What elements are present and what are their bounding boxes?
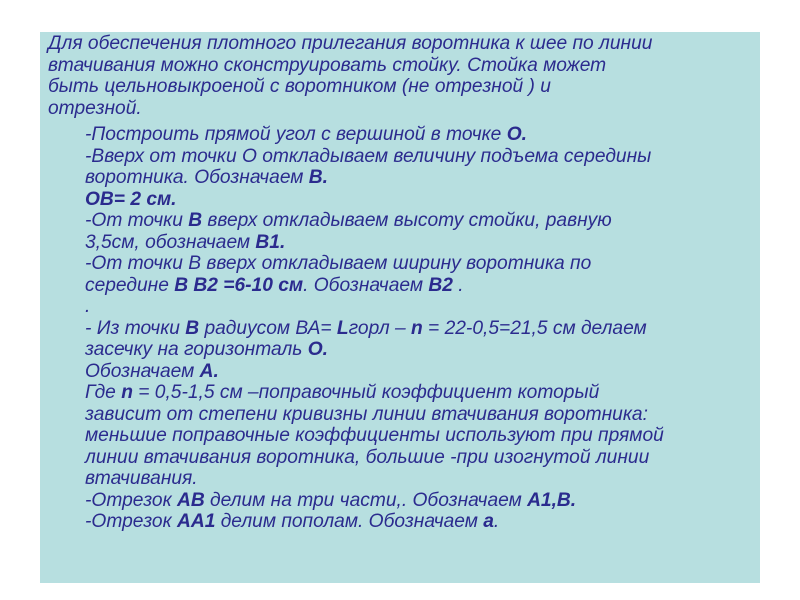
point-label: В2 bbox=[428, 274, 453, 296]
coefficient-note-line: зависит от степени кривизны линии втачивания воротника: bbox=[85, 403, 648, 425]
point-label: В bbox=[185, 317, 200, 339]
step-text: . bbox=[493, 511, 500, 532]
coefficient-note-line: втачивания. bbox=[85, 468, 198, 489]
point-label: В1. bbox=[255, 231, 286, 253]
dot-line: . bbox=[85, 296, 91, 317]
step-stand-height bbox=[85, 210, 756, 232]
step-raise-text: -Вверх от точки О откладываем величину подъема середины bbox=[85, 145, 652, 167]
step-text: . Обозначаем bbox=[303, 274, 429, 296]
symbol-n: n bbox=[410, 317, 423, 339]
construction-steps bbox=[85, 124, 756, 533]
intro-line: Для обеспечения плотного прилегания воротника к шее по линии bbox=[48, 33, 653, 54]
step-text: горл – bbox=[348, 317, 411, 339]
segment-label: АВ bbox=[176, 489, 205, 511]
coefficient-note bbox=[85, 382, 756, 404]
step-text: вверх откладываем высоту стойки, равную bbox=[202, 210, 612, 231]
point-label: А. bbox=[199, 360, 219, 382]
segment-label: АА1 bbox=[176, 511, 216, 532]
step-divide-ab bbox=[85, 490, 756, 512]
point-label: О. bbox=[307, 339, 328, 360]
intro-paragraph bbox=[48, 33, 756, 119]
step-collar-width bbox=[85, 275, 756, 297]
step-text: -Отрезок bbox=[85, 511, 177, 532]
step-text: делим на три части,. Обозначаем bbox=[204, 489, 528, 511]
coefficient-note-line: линии втачивания воротника, большие -при изогнутой линии bbox=[85, 446, 650, 468]
symbol-n: n bbox=[121, 382, 133, 403]
step-text: = 22-0,5=21,5 см делаем bbox=[422, 317, 647, 339]
point-label: А1,В. bbox=[527, 489, 577, 511]
point-label: а bbox=[483, 511, 494, 532]
step-text: делим пополам. Обозначаем bbox=[215, 511, 484, 532]
step-ob-equation: ОВ= 2 см. bbox=[85, 188, 177, 210]
slide-text bbox=[48, 33, 756, 533]
intro-line: отрезной. bbox=[48, 97, 142, 119]
step-text: радиусом ВА= bbox=[199, 317, 337, 339]
step-text: -Построить прямой угол с вершиной в точке bbox=[85, 124, 507, 145]
step-text: Обозначаем bbox=[85, 360, 200, 382]
step-text: = 0,5-1,5 см –поправочный коэффициент который bbox=[132, 382, 600, 403]
step-text: Где bbox=[85, 382, 122, 403]
symbol-l: L bbox=[336, 317, 349, 339]
equation: В В2 =6-10 см bbox=[174, 274, 304, 296]
step-text: 3,5см, обозначаем bbox=[85, 231, 256, 253]
step-text: засечку на горизонталь bbox=[85, 339, 308, 360]
slide-panel bbox=[40, 32, 760, 583]
step-radius-label bbox=[85, 361, 756, 383]
step-collar-width-text: -От точки В вверх откладываем ширину воротника по bbox=[85, 253, 592, 274]
intro-line: втачивания можно сконструировать стойку. Стойка может bbox=[48, 54, 607, 76]
step-divide-aa1 bbox=[85, 511, 756, 533]
point-label: О. bbox=[506, 124, 527, 145]
step-radius-cont bbox=[85, 339, 756, 361]
step-raise bbox=[85, 167, 756, 189]
step-text: середине bbox=[85, 274, 175, 296]
step-text: - Из точки bbox=[85, 317, 186, 339]
point-label: В. bbox=[308, 167, 328, 188]
step-text: -Отрезок bbox=[85, 489, 177, 511]
step-right-angle bbox=[85, 124, 756, 146]
step-text: . bbox=[452, 274, 464, 296]
step-text: воротника. Обозначаем bbox=[85, 167, 309, 188]
intro-line: быть цельновыкроеной с воротником (не отрезной ) и bbox=[48, 76, 551, 97]
point-label: В bbox=[188, 210, 203, 231]
step-stand-height-cont bbox=[85, 232, 756, 254]
coefficient-note-line: меньшие поправочные коэффициенты используют при прямой bbox=[85, 425, 664, 446]
step-text: -От точки bbox=[85, 210, 189, 231]
step-radius bbox=[85, 318, 756, 340]
